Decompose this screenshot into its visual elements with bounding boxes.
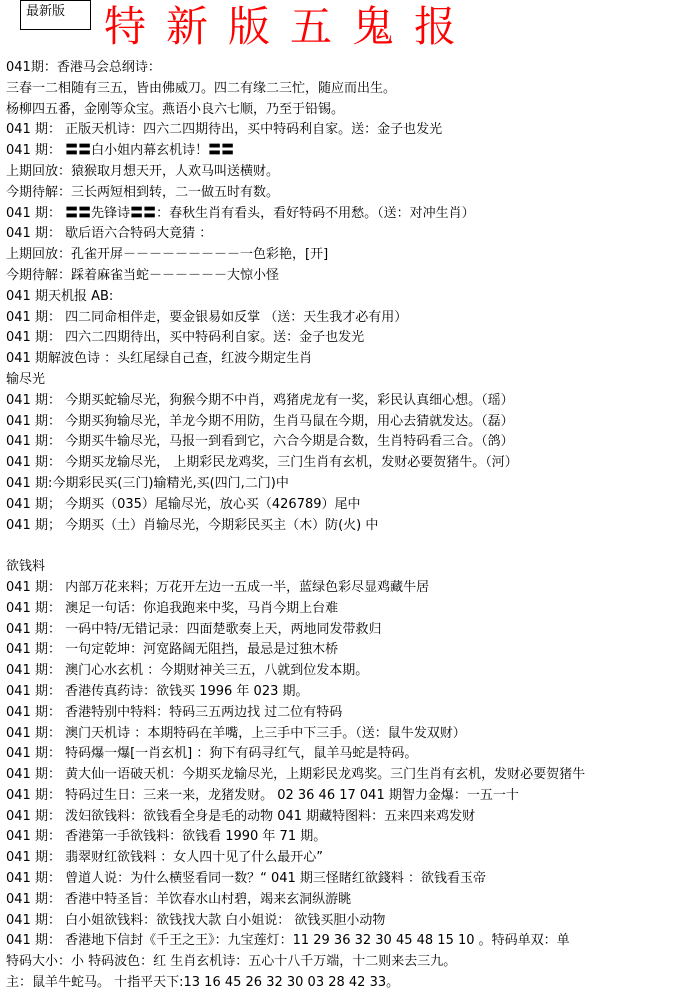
text-line: 041 期： 歇后语六合特码大竟猜 ：	[6, 226, 213, 242]
text-line: 041 期： 澳门天机诗 ：本期特码在羊嘴，上三手中下三手。（送：鼠牛发双财）	[6, 725, 466, 741]
text-line: 今期待解：踩着麻雀当蛇－－－－－－大惊小怪	[6, 267, 280, 283]
text-line: 041 期： 香港中特圣旨：羊饮春水山村碧，竭来玄洞纵游眺	[6, 891, 352, 907]
text-line: 041 期： 黄大仙一语破天机：今期买龙输尽光，上期彩民龙鸡奖。三门生肖有玄机，发财必要贺猪牛	[6, 767, 586, 783]
text-line: 041 期： 特码爆一爆[一肖玄机] ：狗下有码寻红气，鼠羊马蛇是特码。	[6, 746, 418, 762]
text-line: 上期回放：孔雀开屏－－－－－－－－－一色彩艳，[开]	[6, 247, 329, 263]
text-line: 041 期解波色诗 ：头红尾绿自己查，红波今期定生肖	[6, 351, 313, 367]
text-line: 041期：香港马会总纲诗：	[6, 60, 161, 75]
text-line: 主：鼠羊牛蛇马。 十指平天下:13 16 45 26 32 30 03 28 42 33。	[6, 975, 400, 991]
text-line: 041 期天机报 AB:	[6, 288, 114, 304]
text-line: 输尽光	[6, 371, 46, 387]
text-line: 041 期： 香港地下信封《千王之王》：九宝莲灯：11 29 36 32 30 45 48 15 10 。特码单双：单	[6, 933, 570, 949]
text-line: 041 期： 翡翠财红欲钱料 ：女人四十见了什么最开心”	[6, 850, 323, 866]
page-title: 特新版五鬼报	[104, 2, 477, 51]
text-line: 041 期： 今期买龙输尽光， 上期彩民龙鸡奖，三门生肖有玄机，发财必要贺猪牛。（河）	[6, 455, 518, 471]
text-line: 三春一二相随有三五，皆由佛威刀。四二有缘二三忙，随应而出生。	[6, 80, 397, 96]
text-line: 欲钱料	[6, 559, 46, 575]
text-line: 041 期： 泼妇欲钱料：欲钱看全身是毛的动物 041 期藏特图料：五来四来鸡发财	[6, 808, 476, 824]
text-line: 041 期： 特码过生日：三来一来，龙猪发财。 02 36 46 17 041 期智力金爆：一五一十	[6, 787, 519, 803]
text-line: 041 期： 四二同命相伴走，要金银易如反掌 （送：天生我才必有用）	[6, 309, 408, 325]
text-line: 041 期： 曾道人说：为什么横竖看同一数？“ 041 期三怪睹红欲錢料 ：欲钱看玉帝	[6, 871, 487, 887]
text-line: 041 期： 白小姐欲钱料：欲钱找大款 白小姐说： 欲钱买胆小动物	[6, 912, 386, 928]
text-line: 041 期： 今期买蛇输尽光，狗猴今期不中肖，鸡猪虎龙有一奖，彩民认真细心想。（瑶）	[6, 392, 514, 408]
text-line: 041 期； 今期买（035）尾输尽光，放心买（426789）尾中	[6, 496, 361, 512]
text-line: 今期待解：三长两短相到转，二一做五时有数。	[6, 184, 280, 200]
text-line: 041 期： 香港特别中特料：特码三五两边找 过二位有特码	[6, 704, 343, 720]
text-line: 041 期： 〓〓白小姐内幕玄机诗！〓〓	[6, 143, 235, 159]
text-line: 041 期： 澳足一句话：你追我跑来中奖，马肖今期上台难	[6, 600, 339, 616]
text-line: 杨柳四五番，金刚等众宝。燕语小良六七顺，乃至于铅锡。	[6, 101, 345, 117]
text-line: 041 期： 今期买狗输尽光，羊龙今期不用防，生肖马鼠在今期，用心去猜就发达。（磊）	[6, 413, 514, 429]
text-line: 041 期： 内部万花来料；万花开左边一五成一半，蓝绿色彩尽显鸡藏牛居	[6, 579, 430, 595]
text-line: 041 期： 澳门心水玄机 ：今期财神关三五，八就到位发本期。	[6, 663, 369, 679]
text-line: 041 期： 一码中特/无错记录：四面楚歌奏上天，两地同发带救归	[6, 621, 382, 637]
text-line	[6, 536, 696, 557]
text-line: 041 期； 今期买（土）肖输尽光，今期彩民买主（木）防(火) 中	[6, 517, 379, 533]
text-line: 上期回放：猿猴取月想天开，人欢马叫送横财。	[6, 163, 280, 179]
text-line: 041 期： 正版天机诗：四六二四期待出，买中特码利自家。送：金子也发光	[6, 122, 443, 138]
text-line: 041 期： 一句定乾坤：河宽路阔无阻挡，最忌是过独木桥	[6, 642, 339, 658]
text-line: 041 期： 香港第一手欲钱料：欲钱看 1990 年 71 期。	[6, 829, 327, 845]
content-lines	[6, 58, 696, 994]
text-line: 041 期:今期彩民买(三门)输精光,买(四门,二门)中	[6, 475, 289, 491]
text-line: 041 期： 今期买牛输尽光，马报一到看到它，六合今期是合数，生肖特码看三合。（鸽）	[6, 434, 514, 450]
text-line: 041 期： 香港传真药诗：欲钱买 1996 年 023 期。	[6, 683, 309, 699]
text-line: 041 期： 〓〓先锋诗〓〓：春秋生肖有看头，看好特码不用愁。（送：对冲生肖）	[6, 205, 475, 221]
edition-badge: 最新版	[20, 0, 91, 30]
text-line: 特码大小：小 特码波色：红 生肖玄机诗：五心十八千万端，十二则来去三九。	[6, 954, 457, 970]
text-line: 041 期： 四六二四期待出，买中特码利自家。送：金子也发光	[6, 330, 365, 346]
